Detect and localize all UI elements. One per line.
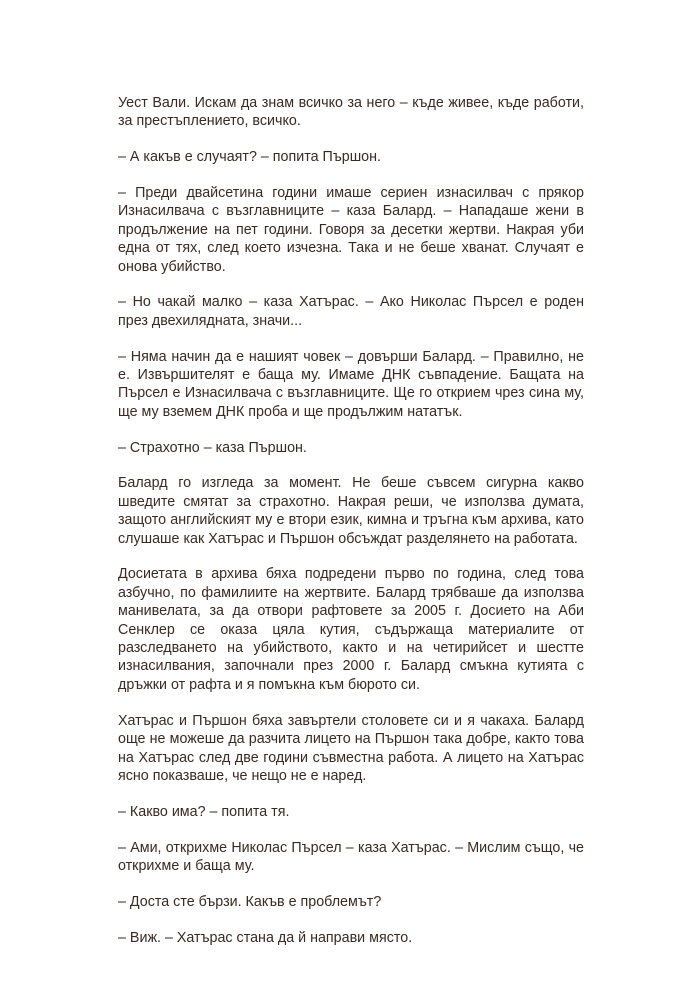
paragraph: – Преди двайсетина години имаше сериен изнасилвач с прякор Изнасилвача с възглавниците – каза Балард. – Нападаше жени в продължение на пет години. Говоря за десетки жертви. Накрая уби една от тях, след което изчезна. Така и не беше хванат. Случаят е онова убийство. bbox=[118, 185, 584, 275]
paragraph: Балард го изгледа за момент. Не беше съвсем сигурна какво шведите смятат за страхотно. Накрая реши, че използва думата, защото английският му е втори език, кимна и тръгна към архива, като слушаше как Хатърас и Пършон обсъждат разделянето на работата. bbox=[118, 475, 584, 547]
paragraph: – Доста сте бързи. Какъв е проблемът? bbox=[118, 893, 382, 910]
paragraph: – Виж. – Хатърас стана да й направи място. bbox=[118, 929, 413, 946]
paragraph: – Какво има? – попита тя. bbox=[118, 803, 290, 820]
paragraph: – Страхотно – каза Пършон. bbox=[118, 439, 307, 456]
document-body bbox=[118, 94, 584, 964]
paragraph: Хатърас и Пършон бяха завъртели столовете си и я чакаха. Балард още не можеше да разчита лицето на Пършон така добре, както това на Хатърас след две години съвместна работа. А лицето на Хатърас ясно показваше, че нещо не е наред. bbox=[118, 712, 584, 784]
paragraph: Уест Вали. Искам да знам всичко за него – къде живее, къде работи, за престъплението, всичко. bbox=[118, 95, 584, 130]
paragraph: – Но чакай малко – каза Хатърас. – Ако Николас Пърсел е роден през двехилядната, значи... bbox=[118, 294, 584, 329]
paragraph: – Ами, открихме Николас Пърсел – каза Хатърас. – Мислим също, че открихме и баща му. bbox=[118, 839, 584, 874]
paragraph: – Няма начин да е нашият човек – довърши Балард. – Правилно, не е. Извършителят е баща му. Имаме ДНК съвпадение. Бащата на Пърсел е Изнасилвача с възглавниците. Ще го открием чрез сина му, ще му вземем ДНК проба и ще продължим нататък. bbox=[118, 348, 584, 420]
paragraph: Досиетата в архива бяха подредени първо по година, след това азбучно, по фамилиите на жертвите. Балард трябваше да използва манивелата, за да отвори рафтовете за 2005 г. Досието на Аби Сенклер се оказа цяла кутия, съдържаща материалите от разследването на убийството, както и на четирийсет и шестте изнасилвания, започнали през 2000 г. Балард смъкна кутията с дръжки от рафта и я помъкна към бюрото си. bbox=[118, 566, 584, 693]
paragraph: – А какъв е случаят? – попита Пършон. bbox=[118, 149, 381, 166]
